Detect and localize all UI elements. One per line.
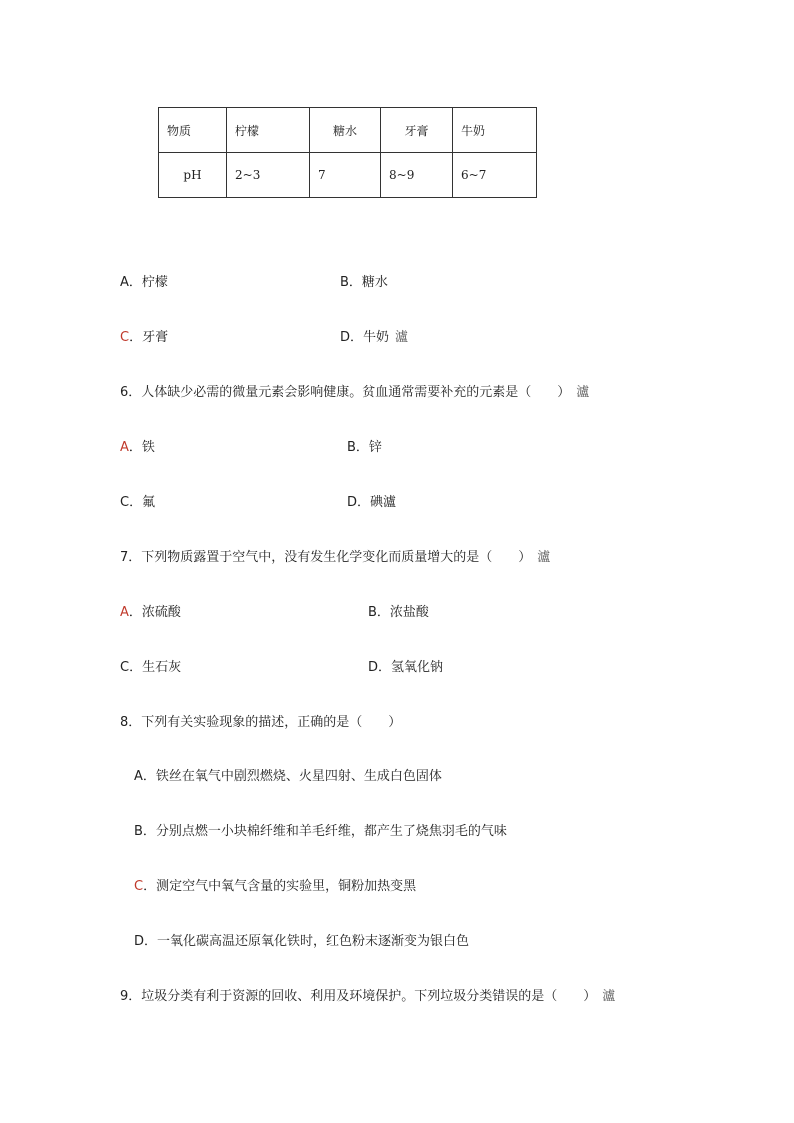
watermark-glyph: 瀘 [395,330,409,345]
table-cell: 物质 [159,108,227,153]
q6-option-c[interactable] [120,494,155,512]
q7-option-d[interactable] [368,659,443,677]
option-letter: C [120,495,130,510]
question-text: 7．下列物质露置于空气中，没有发生化学变化而质量增大的是（ ） [120,550,532,565]
q8-option-c[interactable] [134,878,416,896]
q6-option-d[interactable] [347,494,396,512]
q5-option-a[interactable] [120,274,168,292]
table-cell: 糖水 [310,108,381,153]
option-letter: A [120,440,129,455]
watermark-glyph: 瀘 [602,989,616,1004]
table-cell: 牛奶 [453,108,537,153]
option-letter: C [120,660,130,675]
option-text: ．浓硫酸 [128,605,181,620]
option-text: ．分别点燃一小块棉纤维和羊毛纤维，都产生了烧焦羽毛的气味 [142,824,507,839]
q8-option-b[interactable] [134,823,507,841]
table-cell: 2~3 [227,153,310,198]
option-text: ．氟 [129,495,156,510]
q6-stem [120,384,589,402]
option-letter: D [347,495,358,510]
option-letter: A [120,275,129,290]
ph-table [158,107,537,198]
option-text: ．糖水 [348,275,388,290]
q7-option-b[interactable] [368,604,429,622]
table-cell: 8~9 [381,153,453,198]
watermark-glyph: 瀘 [383,495,397,510]
q6-option-b[interactable] [347,439,382,457]
option-letter: D [340,330,351,345]
option-text: ．氢氧化钠 [378,660,444,675]
table-cell: 6~7 [453,153,537,198]
option-letter: B [134,824,143,839]
option-letter: B [340,275,349,290]
table-header-row [159,108,537,153]
table-cell: 柠檬 [227,108,310,153]
q5-option-b[interactable] [340,274,388,292]
option-letter: C [134,879,144,894]
option-text: ．铁丝在氧气中剧烈燃烧、火星四射、生成白色固体 [142,769,442,784]
option-text: ．碘 [357,495,384,510]
option-text: ．锌 [355,440,382,455]
option-letter: A [120,605,129,620]
q5-option-c[interactable] [120,329,168,347]
q8-option-a[interactable] [134,768,442,786]
question-text: 6．人体缺少必需的微量元素会影响健康。贫血通常需要补充的元素是（ ） [120,385,571,400]
q5-option-d[interactable] [340,329,408,347]
question-text: 9．垃圾分类有利于资源的回收、利用及环境保护。下列垃圾分类错误的是（ ） [120,989,597,1004]
option-text: ．浓盐酸 [376,605,429,620]
option-text: ．铁 [128,440,155,455]
q7-option-c[interactable] [120,659,181,677]
option-text: ．牛奶 [350,330,390,345]
table-cell: pH [159,153,227,198]
q6-option-a[interactable] [120,439,155,457]
option-letter: C [120,330,130,345]
q9-stem [120,988,615,1006]
q8-option-d[interactable] [134,933,469,951]
table-cell: 7 [310,153,381,198]
option-text: ．柠檬 [128,275,168,290]
option-letter: A [134,769,143,784]
option-letter: D [134,934,145,949]
option-text: ．生石灰 [129,660,182,675]
q8-stem [120,714,401,732]
watermark-glyph: 瀘 [576,385,590,400]
table-row [159,153,537,198]
option-text: ．牙膏 [129,330,169,345]
option-text: ．测定空气中氧气含量的实验里，铜粉加热变黑 [143,879,417,894]
option-letter: B [347,440,356,455]
option-letter: D [368,660,379,675]
question-text: 8．下列有关实验现象的描述，正确的是（ ） [120,715,402,730]
option-text: ．一氧化碳高温还原氧化铁时，红色粉末逐渐变为银白色 [144,934,470,949]
option-letter: B [368,605,377,620]
table-cell: 牙膏 [381,108,453,153]
q7-option-a[interactable] [120,604,181,622]
watermark-glyph: 瀘 [537,550,551,565]
q7-stem [120,549,550,567]
